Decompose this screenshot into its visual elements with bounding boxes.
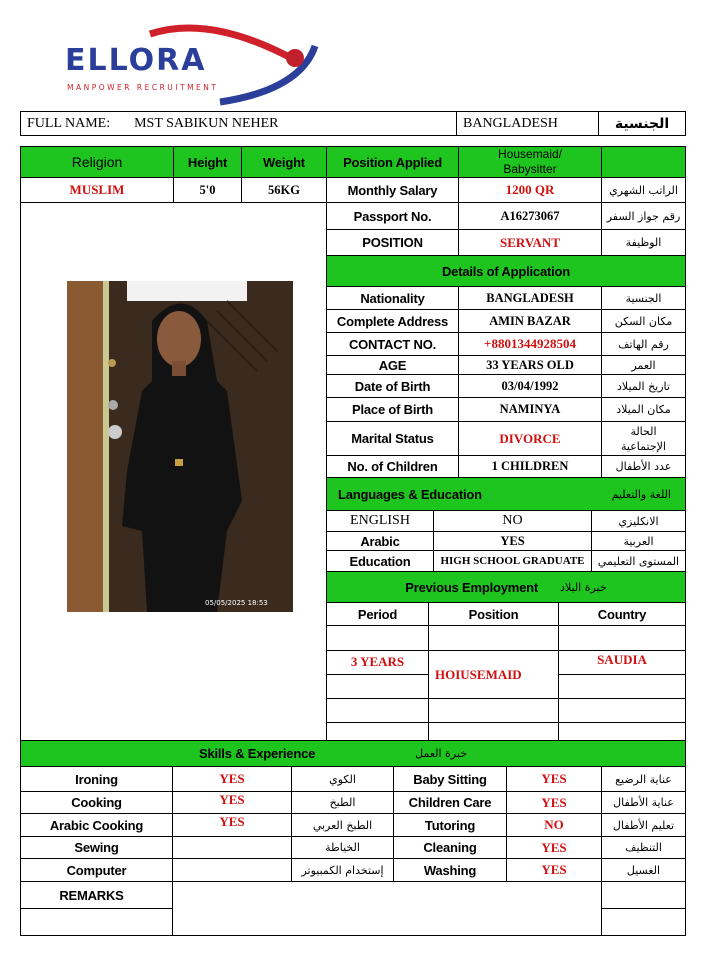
skill-ar: إستخدام الكمبيوتر	[301, 863, 384, 877]
detail-value-cell	[458, 374, 602, 398]
photo-timestamp: 05/05/2025 18:53	[205, 599, 268, 607]
header-text: Position	[468, 606, 519, 622]
skill-ar: الكوي	[329, 772, 356, 786]
skill-label-cell	[20, 813, 173, 837]
skill-value: YES	[541, 862, 567, 877]
skill-label: Sewing	[74, 840, 119, 855]
nationality-value: BANGLADESH	[486, 290, 574, 305]
skills-title-ar: خبرة العمل	[415, 747, 467, 760]
detail-ar: الجنسية	[625, 291, 662, 305]
full-name-cell	[20, 111, 457, 136]
detail-ar: مكان الميلاد	[616, 403, 671, 416]
detail-value-cell	[458, 286, 602, 310]
employment-country-value: SAUDIA	[597, 652, 647, 667]
header-text: Period	[357, 606, 398, 622]
position-value: SERVANT	[500, 234, 560, 250]
period-value: 3 YEARS	[350, 654, 405, 669]
skill-label-cell	[393, 791, 507, 814]
detail-ar: العمر	[631, 358, 656, 372]
skills-title: Skills & Experience	[198, 746, 316, 761]
employment-position-value: HOIUSEMAID	[435, 666, 522, 682]
detail-value-cell	[458, 355, 602, 375]
language-label: Arabic	[360, 533, 400, 549]
contact-value: +8801344928504	[484, 336, 576, 351]
skill-value-cell	[506, 766, 602, 792]
remarks-blank-cell	[20, 908, 173, 936]
skill-value-cell	[172, 791, 292, 814]
detail-label: AGE	[378, 357, 407, 373]
height-header	[173, 146, 242, 178]
skill-label: Washing	[423, 862, 477, 878]
employment-cell	[558, 698, 686, 723]
employment-cell	[558, 625, 686, 651]
blank-header	[601, 146, 686, 178]
country-value: BANGLADESH	[463, 115, 558, 131]
languages-header	[326, 477, 686, 511]
detail-ar-cell	[601, 355, 686, 375]
dob-value: 03/04/1992	[501, 378, 559, 393]
language-ar: الانكليزي	[618, 514, 659, 528]
language-label: ENGLISH	[350, 513, 410, 528]
skill-ar-cell	[291, 813, 394, 837]
skill-ar: تعليم الأطفال	[612, 818, 675, 832]
candidate-photo	[67, 281, 293, 612]
position-ar: الوظيفة	[625, 236, 662, 249]
remarks-label: REMARKS	[59, 887, 124, 903]
detail-ar-cell	[601, 374, 686, 398]
skill-ar-cell	[601, 836, 686, 859]
skill-ar: الغسيل	[626, 863, 661, 877]
skill-value-cell	[172, 836, 292, 859]
employment-cell	[326, 698, 429, 723]
skill-label: Baby Sitting	[413, 771, 487, 787]
skill-ar-cell	[291, 791, 394, 814]
skill-label: Tutoring	[424, 817, 476, 833]
detail-value-cell	[458, 397, 602, 422]
skill-value: YES	[219, 771, 245, 786]
passport-ar-cell	[601, 202, 686, 230]
detail-ar-cell	[601, 455, 686, 478]
language-ar-cell	[591, 531, 686, 551]
salary-cell	[458, 177, 602, 203]
detail-label-cell	[326, 421, 459, 456]
language-label-cell	[326, 510, 434, 532]
detail-value-cell	[458, 309, 602, 333]
detail-ar: رقم الهاتف	[618, 337, 669, 351]
employment-title-ar: خبرة البلاد	[560, 580, 607, 594]
detail-ar-cell	[601, 397, 686, 422]
details-header	[326, 255, 686, 287]
skill-ar-cell	[601, 813, 686, 837]
position-applied-value	[458, 146, 602, 178]
detail-ar-cell	[601, 421, 686, 456]
religion-value: MUSLIM	[69, 182, 125, 197]
remarks-label-cell	[20, 881, 173, 909]
language-value-cell	[433, 531, 592, 551]
logo-tagline-text: MANPOWER RECRUITMENT	[67, 83, 219, 92]
skill-value-cell	[506, 813, 602, 837]
period-header	[326, 602, 429, 626]
education-value-cell	[433, 550, 592, 572]
skill-ar-cell	[291, 858, 394, 882]
remarks-field	[172, 881, 602, 936]
skill-label-cell	[20, 766, 173, 792]
education-value: HIGH SCHOOL GRADUATE	[440, 555, 585, 567]
languages-title-ar: اللغة والتعليم	[611, 487, 671, 501]
position-header	[428, 602, 559, 626]
skill-label: Cleaning	[423, 840, 477, 855]
detail-ar-cell	[601, 286, 686, 310]
position-label-cell	[326, 229, 459, 256]
employment-cell	[326, 722, 429, 741]
employment-position-cell	[428, 650, 559, 699]
skill-ar: التنظيف	[625, 841, 662, 854]
skill-label-cell	[20, 791, 173, 814]
language-ar: العربية	[623, 534, 654, 548]
skill-value-cell	[506, 836, 602, 859]
nationality-ar-cell	[598, 111, 686, 136]
detail-value-cell	[458, 455, 602, 478]
passport-ar: رقم جواز السفر	[606, 209, 681, 223]
detail-label-cell	[326, 286, 459, 310]
detail-label: Date of Birth	[354, 378, 431, 394]
full-name-value: MST SABIKUN NEHER	[134, 115, 279, 131]
language-value-cell	[433, 510, 592, 532]
detail-value-cell	[458, 421, 602, 456]
skill-ar: الطبخ	[329, 796, 356, 809]
religion-cell	[20, 177, 174, 203]
detail-ar: عدد الأطفال	[615, 460, 672, 473]
detail-label: CONTACT NO.	[348, 336, 437, 352]
employment-cell	[558, 722, 686, 741]
employment-cell	[326, 674, 429, 699]
detail-label-cell	[326, 397, 459, 422]
detail-label-cell	[326, 332, 459, 356]
position-applied-header	[326, 146, 459, 178]
skill-label-cell	[20, 836, 173, 859]
marital-value: DIVORCE	[499, 430, 561, 446]
skill-value: YES	[219, 814, 245, 829]
skill-label-cell	[393, 813, 507, 837]
passport-label-cell	[326, 202, 459, 230]
detail-ar: تاريخ الميلاد	[617, 379, 670, 393]
employment-cell	[558, 674, 686, 699]
skill-label: Ironing	[75, 771, 118, 787]
detail-label: Nationality	[360, 290, 425, 306]
skill-value: YES	[219, 792, 245, 807]
skill-ar-cell	[291, 766, 394, 792]
detail-ar: الحالة الإجتماعية	[621, 424, 666, 453]
passport-cell	[458, 202, 602, 230]
weight-cell	[241, 177, 327, 203]
skill-value: NO	[544, 817, 564, 832]
header-text: Weight	[263, 154, 305, 170]
skill-ar-cell	[291, 836, 394, 859]
skill-ar: عناية الأطفال	[613, 796, 674, 809]
education-label: Education	[349, 553, 411, 569]
skills-header	[20, 740, 686, 767]
skill-value: YES	[541, 839, 567, 855]
detail-ar-cell	[601, 309, 686, 333]
skill-value: YES	[541, 794, 567, 810]
position-label: POSITION	[362, 235, 423, 250]
position-applied-text: Housemaid/ Babysitter	[497, 147, 563, 176]
details-title: Details of Application	[441, 263, 571, 279]
religion-header	[20, 146, 174, 178]
detail-ar-cell	[601, 332, 686, 356]
skill-label-cell	[393, 766, 507, 792]
employment-country-cell	[558, 650, 686, 675]
english-value: NO	[502, 513, 523, 528]
passport-label: Passport No.	[353, 208, 432, 224]
skill-value-cell	[506, 858, 602, 882]
header-text: Position Applied	[343, 154, 442, 170]
position-ar-cell	[601, 229, 686, 256]
skill-label: Children Care	[408, 795, 492, 810]
education-ar-cell	[591, 550, 686, 572]
skill-label: Computer	[66, 862, 127, 878]
skill-ar-cell	[601, 791, 686, 814]
detail-label: Place of Birth	[352, 402, 433, 417]
detail-label-cell	[326, 355, 459, 375]
skill-label-cell	[393, 858, 507, 882]
salary-label: Monthly Salary	[347, 182, 438, 198]
address-value: AMIN BAZAR	[489, 313, 571, 328]
remarks-ar-cell	[601, 908, 686, 936]
ellora-logo	[60, 20, 330, 110]
remarks-ar-cell	[601, 881, 686, 909]
employment-header	[326, 571, 686, 603]
pob-value: NAMINYA	[499, 402, 561, 416]
header-text: Religion	[71, 154, 123, 170]
nationality-ar-label: الجنسية	[614, 115, 670, 132]
passport-value: A16273067	[500, 208, 560, 223]
skill-label: Cooking	[71, 795, 122, 810]
education-ar: المستوى التعليمي	[597, 554, 680, 568]
detail-label-cell	[326, 309, 459, 333]
header-text: Country	[597, 606, 647, 622]
age-value: 33 YEARS OLD	[486, 357, 574, 372]
skill-value-cell	[172, 766, 292, 792]
language-label-cell	[326, 531, 434, 551]
arabic-value: YES	[500, 533, 525, 548]
skill-value: YES	[541, 771, 567, 786]
detail-label: Complete Address	[336, 313, 449, 329]
children-value: 1 CHILDREN	[491, 459, 569, 473]
employment-cell	[428, 698, 559, 723]
employment-cell	[428, 722, 559, 741]
education-label-cell	[326, 550, 434, 572]
employment-cell	[428, 625, 559, 651]
salary-ar-cell	[601, 177, 686, 203]
salary-value: 1200 QR	[505, 182, 555, 197]
country-header	[558, 602, 686, 626]
detail-label: Marital Status	[351, 431, 434, 446]
skill-ar: عناية الرضيع	[615, 772, 672, 786]
languages-title: Languages & Education	[338, 486, 482, 502]
skill-label: Arabic Cooking	[49, 817, 144, 833]
detail-ar: مكان السكن	[614, 314, 673, 328]
employment-cell	[326, 625, 429, 651]
skill-ar: الطبخ العربي	[312, 818, 373, 832]
height-value: 5'0	[199, 182, 216, 197]
period-cell	[326, 650, 429, 675]
detail-label: No. of Children	[347, 459, 438, 474]
skill-value-cell	[506, 791, 602, 814]
header-text: Height	[187, 154, 228, 170]
detail-value-cell	[458, 332, 602, 356]
detail-label-cell	[326, 455, 459, 478]
salary-ar: الراتب الشهري	[609, 183, 678, 197]
skill-ar-cell	[601, 766, 686, 792]
country-cell	[456, 111, 599, 136]
full-name-label: FULL NAME:	[27, 115, 111, 131]
skill-label-cell	[393, 836, 507, 859]
language-ar-cell	[591, 510, 686, 532]
position-cell	[458, 229, 602, 256]
weight-value: 56KG	[268, 182, 300, 197]
logo-brand-text: ELLORA	[65, 43, 207, 78]
salary-label-cell	[326, 177, 459, 203]
weight-header	[241, 146, 327, 178]
employment-title: Previous Employment	[405, 579, 539, 595]
height-cell	[173, 177, 242, 203]
skill-label-cell	[20, 858, 173, 882]
skill-value-cell	[172, 813, 292, 837]
detail-label-cell	[326, 374, 459, 398]
skill-ar-cell	[601, 858, 686, 882]
skill-value-cell	[172, 858, 292, 882]
skill-ar: الخياطة	[325, 841, 360, 854]
